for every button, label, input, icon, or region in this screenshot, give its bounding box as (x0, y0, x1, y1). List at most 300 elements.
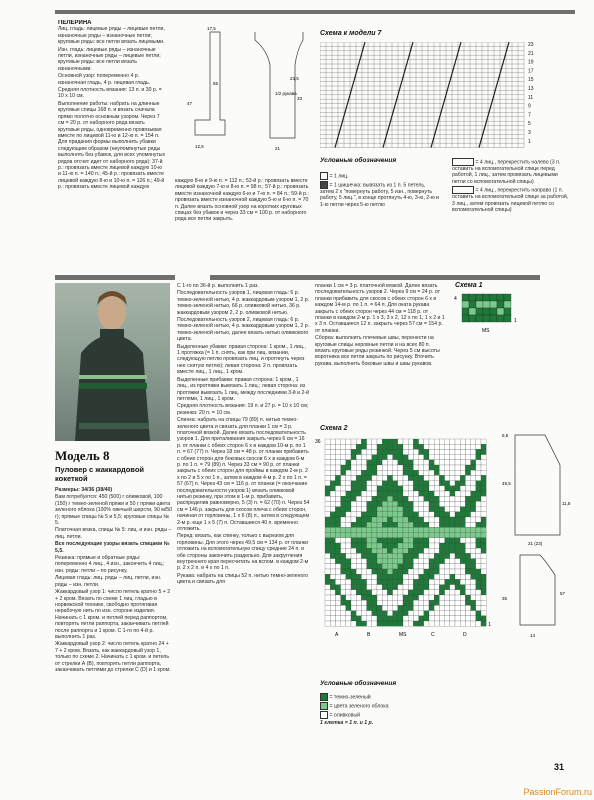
schema2-cell (408, 496, 413, 501)
schema2-cell (413, 460, 418, 465)
schema2-cell (387, 621, 392, 626)
schema2-cell (471, 444, 476, 449)
schema2-cell (403, 595, 408, 600)
schema2-cell (413, 455, 418, 460)
schema2-cell (367, 444, 372, 449)
schema2-cell (450, 600, 455, 605)
schema2-cell (356, 590, 361, 595)
schema2-cell (351, 496, 356, 501)
schema2-cell (481, 444, 486, 449)
schema2-cell (408, 600, 413, 605)
schema2-cell (356, 600, 361, 605)
schema2-cell (367, 559, 372, 564)
schema2-cell (341, 444, 346, 449)
schema2-cell (471, 527, 476, 532)
schema2-cell (398, 564, 403, 569)
schema2-cell (465, 507, 470, 512)
schema2-cell (445, 460, 450, 465)
schema2-cell (325, 455, 330, 460)
schema2-cell (346, 538, 351, 543)
schema2-cell (419, 460, 424, 465)
schema2-cell (476, 444, 481, 449)
schema2-cell (346, 548, 351, 553)
schema2-cell (439, 548, 444, 553)
schema2-cell (393, 595, 398, 600)
schema2-cell (393, 501, 398, 506)
schema2-cell (434, 449, 439, 454)
schema2-cell (335, 439, 340, 444)
schema2-cell (455, 507, 460, 512)
schema1-title: Схема 1 (455, 282, 483, 289)
schema2-cell (387, 548, 392, 553)
schema2-cell (465, 533, 470, 538)
schema2-cell (455, 475, 460, 480)
schema2-cell (439, 501, 444, 506)
schema2-cell (460, 475, 465, 480)
schema2-cell (471, 475, 476, 480)
schema2-cell (434, 553, 439, 558)
schema2-cell (481, 600, 486, 605)
schema2-cell (393, 579, 398, 584)
schema2-cell (367, 527, 372, 532)
schema2-cell (471, 517, 476, 522)
schema2-cell (382, 481, 387, 486)
schema2-cell (471, 449, 476, 454)
schema2-cell (341, 507, 346, 512)
schema2-cell (393, 621, 398, 626)
schema2-cell (351, 455, 356, 460)
schema2-cell (341, 616, 346, 621)
schema2-cell (481, 538, 486, 543)
schema2-cell (403, 522, 408, 527)
schema2-cell (377, 517, 382, 522)
schema2-cell (335, 595, 340, 600)
schema2-cell (424, 564, 429, 569)
schema2-cell (455, 444, 460, 449)
schema2-cell (419, 465, 424, 470)
schema2-cell (398, 517, 403, 522)
schema2-cell (356, 491, 361, 496)
schema2-label: 36 (315, 439, 321, 445)
schema2-cell (325, 553, 330, 558)
row-number: 15 (528, 77, 534, 84)
schema2-cell (387, 517, 392, 522)
schema2-cell (335, 501, 340, 506)
schema2-cell (403, 559, 408, 564)
schema2-cell (429, 605, 434, 610)
schema2-cell (481, 470, 486, 475)
schema2-cell (413, 444, 418, 449)
schema2-cell (335, 553, 340, 558)
schema2-cell (434, 491, 439, 496)
schema2-cell (382, 439, 387, 444)
schema2-cell (434, 595, 439, 600)
schema2-cell (351, 507, 356, 512)
schema2-cell (460, 439, 465, 444)
schema2-cell (335, 444, 340, 449)
schema2-cell (341, 595, 346, 600)
schema2-cell (429, 444, 434, 449)
schema2-cell (351, 533, 356, 538)
schema2-cell (403, 470, 408, 475)
schema2-cell (460, 585, 465, 590)
schema2-cell (330, 507, 335, 512)
schema2-cell (325, 548, 330, 553)
schema2-cell (465, 444, 470, 449)
schema2-cell (356, 512, 361, 517)
row-number: 7 (528, 112, 531, 119)
schema2-cell (393, 507, 398, 512)
schema2-cell (398, 595, 403, 600)
schema2-cell (325, 595, 330, 600)
row-number: 23 (528, 42, 534, 48)
schema2-cell (450, 569, 455, 574)
schema2-cell (346, 533, 351, 538)
dark-green-swatch-icon (320, 693, 328, 701)
schema2-cell (403, 501, 408, 506)
pelerina-pattern-diagram (175, 20, 315, 175)
schema2-cell (341, 486, 346, 491)
schema2-cell (335, 543, 340, 548)
schema2-cell (439, 517, 444, 522)
schema2-cell (419, 616, 424, 621)
schema2-cell (372, 444, 377, 449)
body-outline (515, 435, 560, 535)
schema2-cell (403, 486, 408, 491)
schema2-cell (419, 455, 424, 460)
schema2-cell (393, 559, 398, 564)
schema2-cell (398, 507, 403, 512)
schema2-cell (476, 553, 481, 558)
schema2-cell (330, 517, 335, 522)
schema2-cell (372, 517, 377, 522)
schema2-cell (330, 512, 335, 517)
schema2-cell (429, 527, 434, 532)
schema2-cell (434, 486, 439, 491)
schema2-cell (367, 585, 372, 590)
schema2-cell (408, 491, 413, 496)
schema2-cell (445, 616, 450, 621)
schema2-cell (439, 455, 444, 460)
schema2-cell (460, 481, 465, 486)
schema2-cell (450, 585, 455, 590)
schema2-cell (424, 595, 429, 600)
schema2-cell (434, 548, 439, 553)
schema2-cell (382, 455, 387, 460)
schema2-cell (465, 548, 470, 553)
schema2-cell (465, 579, 470, 584)
schema2-cell (398, 621, 403, 626)
schema2-cell (408, 475, 413, 480)
schema2-cell (367, 522, 372, 527)
schema2-cell (434, 475, 439, 480)
schema2-cell (429, 621, 434, 626)
model8-subtitle: Пуловер с жаккардовой кокеткой (55, 465, 145, 483)
schema2-cell (341, 533, 346, 538)
schema2-cell (455, 543, 460, 548)
schema2-cell (398, 616, 403, 621)
schema2-cell (403, 538, 408, 543)
schema2-cell (361, 621, 366, 626)
schema2-cell (450, 501, 455, 506)
schema2-cell (445, 475, 450, 480)
schema2-cell (424, 507, 429, 512)
schema2-cell (403, 605, 408, 610)
schema2-cell (341, 564, 346, 569)
schema2-cell (351, 600, 356, 605)
schema2-cell (450, 543, 455, 548)
schema2-cell (367, 486, 372, 491)
schema2-cell (429, 481, 434, 486)
schema2-cell (408, 481, 413, 486)
schema2-cell (367, 507, 372, 512)
schema2-cell (424, 455, 429, 460)
schema2-cell (387, 595, 392, 600)
row-number: 11 (528, 94, 534, 101)
schema2-cell (424, 533, 429, 538)
schema2-cell (471, 496, 476, 501)
schema2-cell (413, 491, 418, 496)
schema2-cell (408, 527, 413, 532)
model8-text: Последовательность узоров 2, лицевая гладь: 6 р. темно-зеленой нитью, 4 р. жаккардовым узором 1, 2 р. темно-зеленой нитью, далее вязать нитью оливкового цвета. (177, 317, 310, 343)
schema2-cell (455, 522, 460, 527)
schema2-cell (408, 616, 413, 621)
schema2-cell (351, 543, 356, 548)
schema2-cell (481, 548, 486, 553)
model8-text: Все последующие узоры вязать спицами № 5,5. (55, 541, 170, 554)
schema2-cell (335, 517, 340, 522)
schema2-cell (439, 444, 444, 449)
schema2-cell (455, 481, 460, 486)
schema2-cell (455, 455, 460, 460)
schema2-cell (372, 475, 377, 480)
schema2-cell (476, 470, 481, 475)
dim-label: 47 (187, 101, 193, 106)
schema2-cell (471, 486, 476, 491)
schema2-cell (393, 605, 398, 610)
schema2-cell (393, 517, 398, 522)
schema2-cell (325, 491, 330, 496)
schema2-cell (330, 559, 335, 564)
schema2-cell (408, 486, 413, 491)
schema2-cell (367, 621, 372, 626)
schema2-cell (429, 439, 434, 444)
schema2-cell (429, 600, 434, 605)
schema2-cell (445, 481, 450, 486)
schema2-cell (408, 439, 413, 444)
schema2-cell (382, 564, 387, 569)
schema2-cell (455, 512, 460, 517)
schema2-cell (424, 512, 429, 517)
schema2-cell (439, 595, 444, 600)
schema2-cell (330, 590, 335, 595)
schema1-cell (462, 301, 469, 308)
schema2-cell (476, 585, 481, 590)
schema2-cell (377, 559, 382, 564)
model8-column-1 (55, 487, 173, 772)
dim-label: 55 (213, 81, 219, 86)
schema2-cell (356, 538, 361, 543)
schema2-cell (346, 470, 351, 475)
schema2-cell (346, 585, 351, 590)
schema2-cell (398, 543, 403, 548)
schema2-cell (393, 569, 398, 574)
schema2-cell (387, 444, 392, 449)
schema2-cell (351, 475, 356, 480)
schema2-cell (455, 574, 460, 579)
schema2-cell (367, 496, 372, 501)
schema2-cell (356, 605, 361, 610)
schema2-cell (361, 559, 366, 564)
schema2-cell (361, 569, 366, 574)
schema2-cell (341, 621, 346, 626)
schema2-cell (377, 600, 382, 605)
schema2-cell (330, 538, 335, 543)
schema2-cell (445, 439, 450, 444)
schema2-cell (450, 574, 455, 579)
schema2-cell (398, 486, 403, 491)
schema7-legend-right (452, 158, 572, 258)
schema2-cell (382, 569, 387, 574)
schema2-cell (439, 527, 444, 532)
schema2-cell (387, 605, 392, 610)
schema2-cell (367, 579, 372, 584)
schema2-cell (419, 621, 424, 626)
schema2-cell (341, 465, 346, 470)
schema1-cell (504, 315, 511, 322)
schema2-cell (481, 449, 486, 454)
schema2-cell (476, 449, 481, 454)
schema2-cell (465, 600, 470, 605)
schema2-cell (476, 600, 481, 605)
dim-label: 23,5 (290, 76, 299, 81)
schema2-cell (450, 496, 455, 501)
schema2-cell (476, 574, 481, 579)
schema2-cell (346, 621, 351, 626)
schema2-cell (387, 574, 392, 579)
model8-photo (55, 283, 170, 441)
schema2-cell (445, 512, 450, 517)
model8-text: Вам потребуется: 450 (500) г оливковой, 100 (150) г темно-зеленой пряжи и 50 г пряжи цвета зеленого яблока (100% овечьей шерсти, 90 м/50 г); прямые спицы № 5 и 5,5; круговые спицы № 5. (55, 494, 173, 527)
schema2-cell (356, 569, 361, 574)
schema2-cell (330, 579, 335, 584)
schema2-cell (367, 455, 372, 460)
schema2-cell (351, 501, 356, 506)
schema2-cell (434, 470, 439, 475)
schema2-cell (351, 527, 356, 532)
schema2-cell (455, 548, 460, 553)
schema2-cell (377, 481, 382, 486)
schema2-cell (471, 538, 476, 543)
schema2-cell (325, 522, 330, 527)
schema2-cell (335, 470, 340, 475)
schema2-cell (325, 465, 330, 470)
schema2-cell (346, 475, 351, 480)
schema2-cell (471, 559, 476, 564)
schema2-cell (356, 496, 361, 501)
schema2-cell (367, 605, 372, 610)
schema2-cell (387, 507, 392, 512)
schema2-cell (403, 600, 408, 605)
schema2-cell (351, 574, 356, 579)
schema2-cell (335, 564, 340, 569)
schema2-cell (382, 538, 387, 543)
schema2-cell (424, 439, 429, 444)
schema2-cell (330, 600, 335, 605)
schema2-cell (403, 585, 408, 590)
schema2-cell (351, 444, 356, 449)
schema2-cell (408, 553, 413, 558)
schema2-cell (387, 455, 392, 460)
schema2-cell (455, 496, 460, 501)
schema2-cell (372, 579, 377, 584)
schema2-cell (445, 527, 450, 532)
schema2-cell (460, 533, 465, 538)
schema2-cell (377, 605, 382, 610)
schema2-cell (413, 481, 418, 486)
schema2-cell (455, 616, 460, 621)
schema2-cell (361, 533, 366, 538)
schema2-cell (455, 486, 460, 491)
schema2-cell (419, 533, 424, 538)
schema2-cell (465, 439, 470, 444)
schema1-grid (452, 292, 527, 337)
schema2-cell (481, 475, 486, 480)
schema2-cell (372, 512, 377, 517)
schema2-cell (377, 574, 382, 579)
schema1-cell (490, 294, 497, 301)
schema2-cell (408, 465, 413, 470)
schema2-cell (351, 512, 356, 517)
schema2-cell (481, 512, 486, 517)
schema2-cell (361, 481, 366, 486)
legend-item: = цвета зеленого яблока (320, 702, 470, 710)
schema2-cell (471, 460, 476, 465)
schema2-cell (325, 579, 330, 584)
schema2-cell (429, 491, 434, 496)
schema2-cell (382, 559, 387, 564)
schema2-cell (465, 553, 470, 558)
model8-text: С 1-го по 36-й р. выполнить 1 раз. (177, 283, 259, 289)
schema2-cell (450, 616, 455, 621)
schema2-cell (330, 533, 335, 538)
schema2-cell (356, 564, 361, 569)
schema2-title: Схема 2 (320, 425, 348, 432)
schema2-cell (382, 579, 387, 584)
schema2-cell (393, 486, 398, 491)
schema2-cell (372, 621, 377, 626)
schema2-cell (429, 543, 434, 548)
model8-text: планки 1 см = 3 р. платочной вязкой. Далее вязать последовательность узоров 2. Через 9 см = 24 р. от планки прибавить для скосов с обеих сторон 6 х в каждом 14-м р. по 1 п. = 64 п. Для оката рукава закрыть с обеих сторон через 44 см = 118 р. от планки в каждом 2-м р. 1 х 3, 3 х 2, 12 х по 1, 1 х 2 и 1 х 3 п. Оставшиеся 12 п. закрыть через 57 см = 154 р. от планки. (315, 283, 445, 334)
schema2-cell (419, 486, 424, 491)
schema2-cell (424, 470, 429, 475)
schema2-cell (387, 501, 392, 506)
schema1-cell (490, 308, 497, 315)
schema2-cell (424, 465, 429, 470)
schema1-cell (497, 308, 504, 315)
schema2-cell (398, 585, 403, 590)
schema2-cell (346, 444, 351, 449)
schema2-cell (361, 616, 366, 621)
schema2-cell (325, 590, 330, 595)
schema2-cell (419, 595, 424, 600)
schema2-cell (450, 538, 455, 543)
schema2-cell (377, 595, 382, 600)
schema2-cell (413, 538, 418, 543)
sleeve-outline (195, 32, 225, 135)
schema2-cell (450, 449, 455, 454)
schema2-cell (413, 501, 418, 506)
